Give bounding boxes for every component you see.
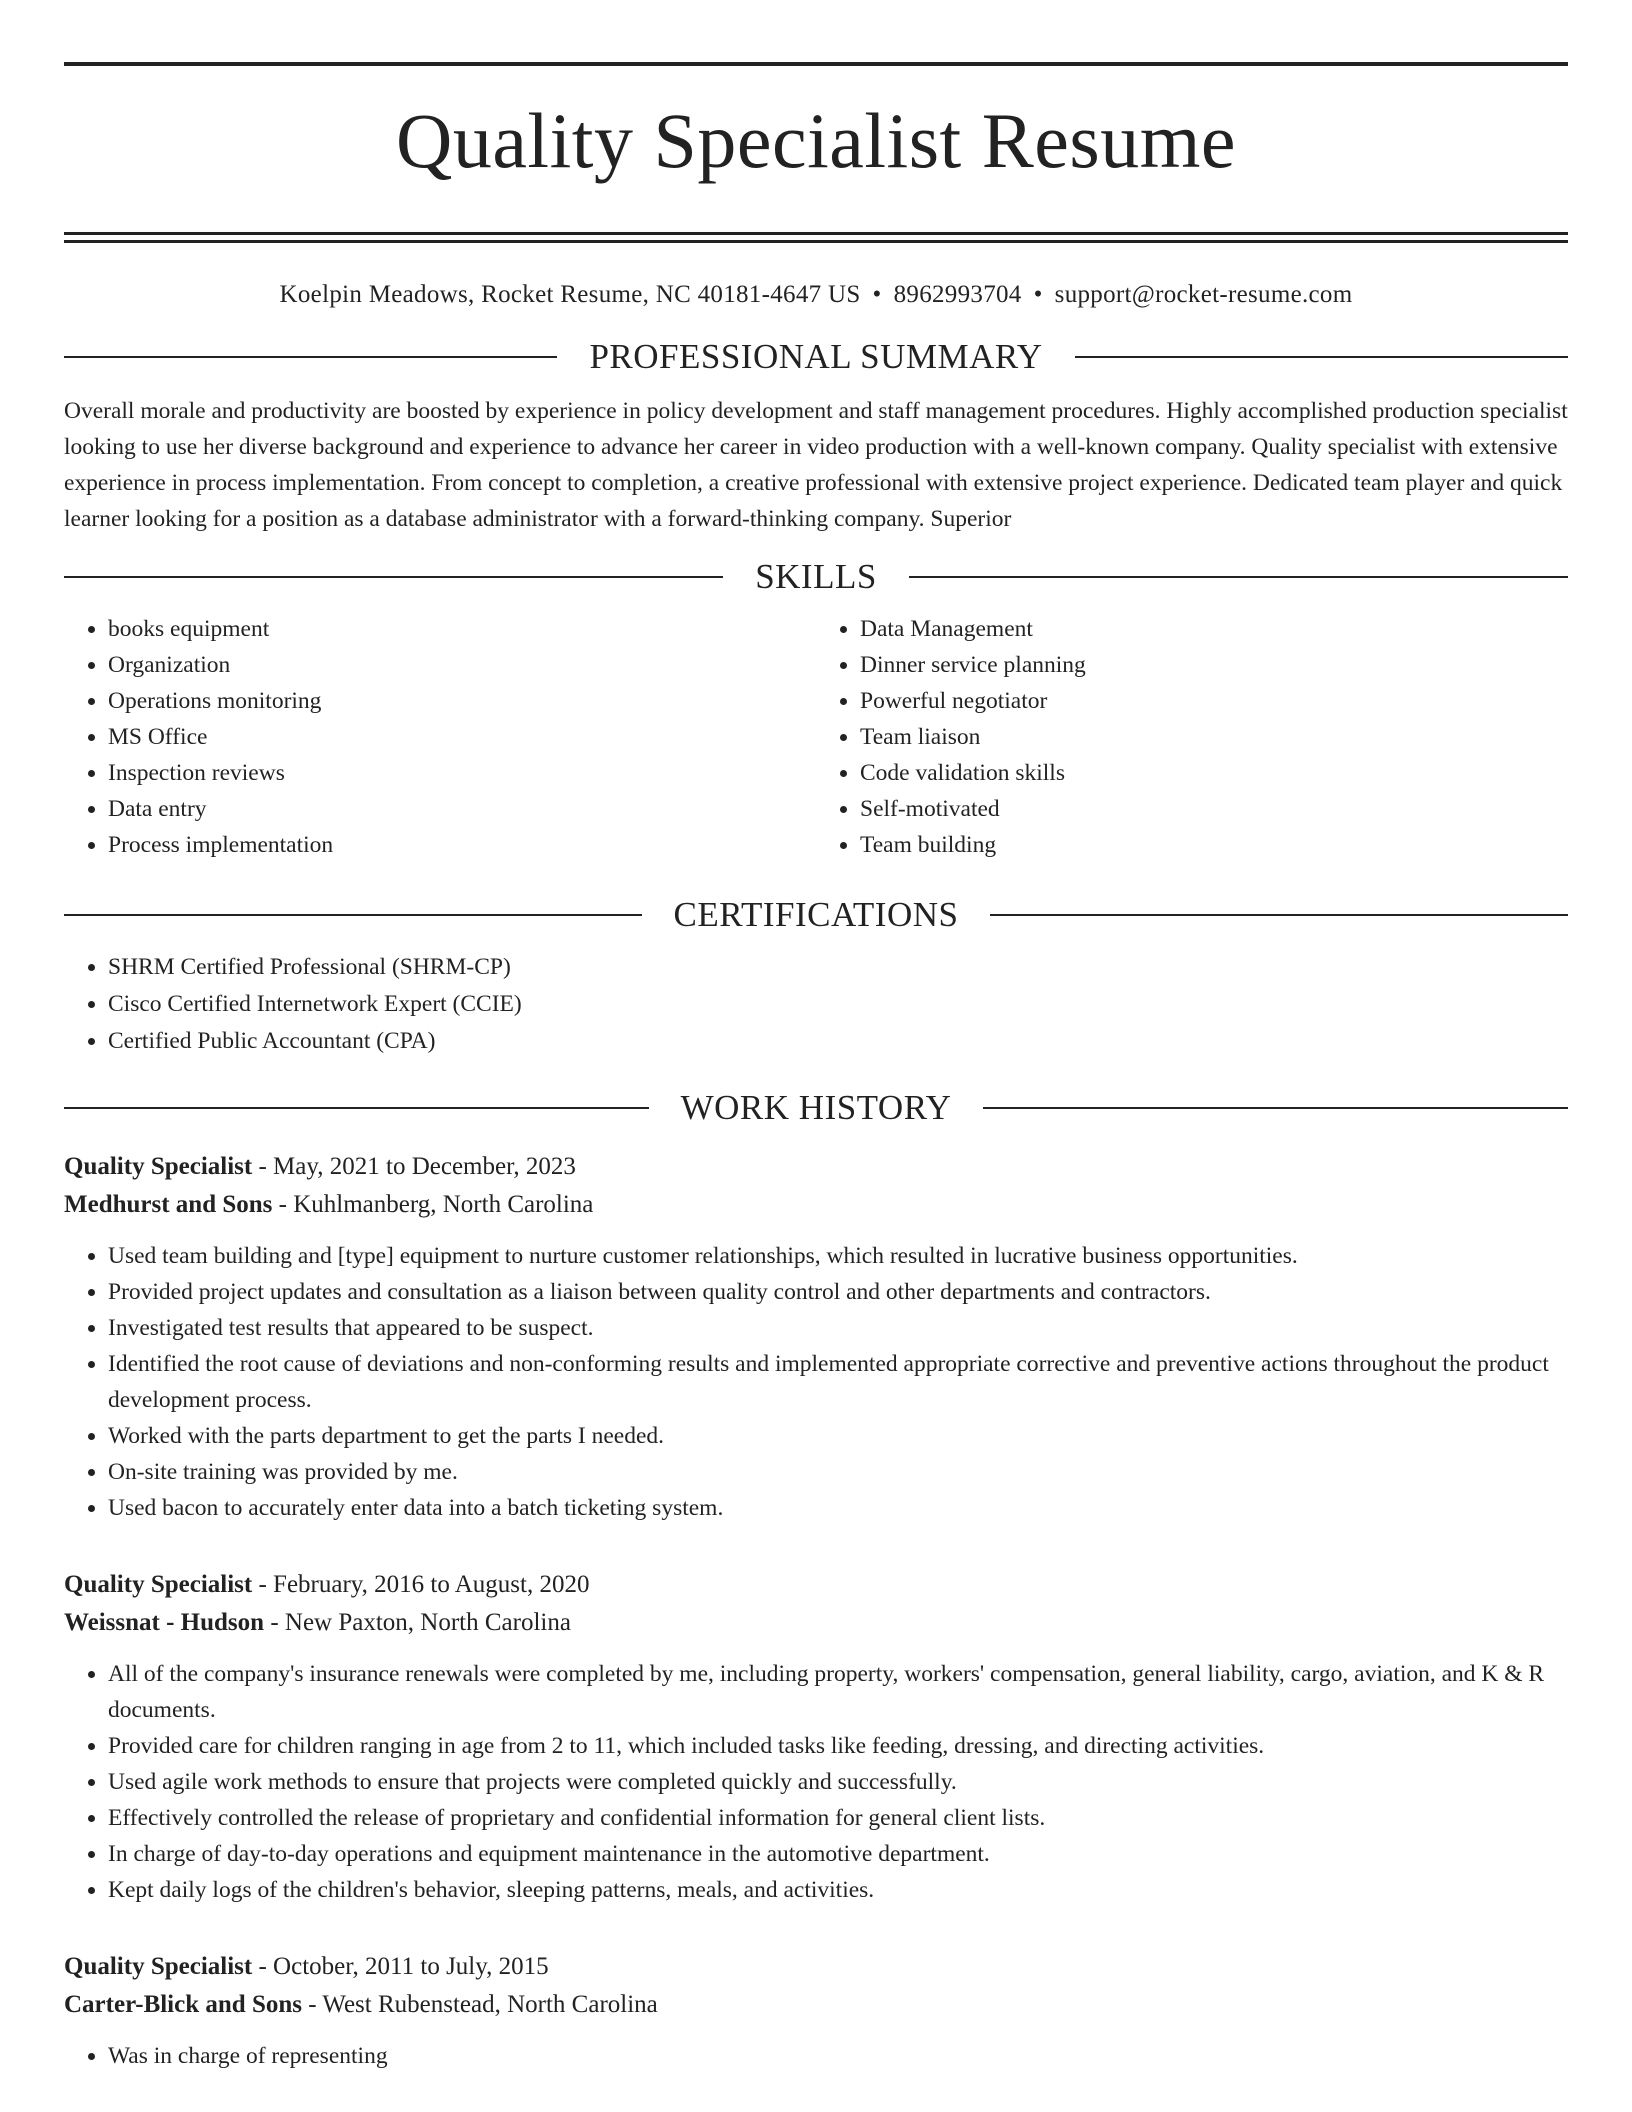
- job-bullet: • Effectively controlled the release of proprietary and confidential information for general client lists.: [108, 1800, 1568, 1836]
- skill-item: • Dinner service planning: [860, 647, 1568, 683]
- contact-separator: •: [872, 281, 882, 309]
- job-dates: - February, 2016 to August, 2020: [252, 1571, 590, 1599]
- job-bullet: • Used team building and [type] equipment to nurture customer relationships, which resulted in lucrative business opportunities.: [108, 1238, 1568, 1274]
- heading-rule: [909, 576, 1568, 578]
- job-bullet: • Provided care for children ranging in age from 2 to 11, which included tasks like feeding, dressing, and directing activities.: [108, 1728, 1568, 1764]
- summary-heading: [64, 337, 1568, 377]
- job-bullets: [64, 1656, 1568, 1908]
- contact-address: Koelpin Meadows, Rocket Resume, NC 40181-4647 US: [279, 281, 861, 309]
- job-location: - Kuhlmanberg, North Carolina: [272, 1191, 594, 1219]
- skills-column-right: [816, 611, 1568, 863]
- skill-item: • Operations monitoring: [108, 683, 816, 719]
- job-company-line: [64, 1604, 1568, 1642]
- job-bullet: • Used agile work methods to ensure that projects were completed quickly and successfully.: [108, 1764, 1568, 1800]
- skill-item: • Data entry: [108, 791, 816, 827]
- job-company: Carter-Blick and Sons: [64, 1991, 302, 2019]
- skill-item: • books equipment: [108, 611, 816, 647]
- job-bullet: • All of the company's insurance renewals were completed by me, including property, workers' compensation, general liability, cargo, aviation, and K & R documents.: [108, 1656, 1568, 1728]
- skills-heading: [64, 557, 1568, 597]
- job-location: - New Paxton, North Carolina: [264, 1609, 571, 1637]
- job-entry: [64, 1148, 1568, 1526]
- resume-title: Quality Specialist Resume: [395, 97, 1237, 184]
- resume-page: [64, 62, 1568, 2074]
- skill-item: • Team building: [860, 827, 1568, 863]
- certification-item: • Cisco Certified Internetwork Expert (CCIE): [108, 986, 1568, 1023]
- contact-email: support@rocket-resume.com: [1054, 281, 1353, 309]
- job-dates: - October, 2011 to July, 2015: [252, 1953, 549, 1981]
- heading-rule: [990, 914, 1568, 916]
- heading-rule: [983, 1107, 1568, 1109]
- contact-phone: 8962993704: [893, 281, 1022, 309]
- job-bullet: • Kept daily logs of the children's behavior, sleeping patterns, meals, and activities.: [108, 1872, 1568, 1908]
- certifications-heading: [64, 895, 1568, 935]
- job-company: Medhurst and Sons: [64, 1191, 273, 1219]
- certification-item: • Certified Public Accountant (CPA): [108, 1023, 1568, 1060]
- skill-item: • Code validation skills: [860, 755, 1568, 791]
- job-role-line: [64, 1566, 1568, 1604]
- heading-rule: [1075, 356, 1568, 358]
- job-company: Weissnat - Hudson: [64, 1609, 265, 1637]
- contact-separator: •: [1033, 281, 1043, 309]
- summary-heading-label: PROFESSIONAL SUMMARY: [589, 337, 1043, 377]
- title-rule-lower: [64, 240, 1568, 243]
- skill-item: • Powerful negotiator: [860, 683, 1568, 719]
- job-entry: [64, 1566, 1568, 1908]
- skill-item: • Process implementation: [108, 827, 816, 863]
- job-bullet: • Was in charge of representing: [108, 2038, 1568, 2074]
- job-location: - West Rubenstead, North Carolina: [301, 1991, 658, 2019]
- job-bullet: • In charge of day-to-day operations and equipment maintenance in the automotive department.: [108, 1836, 1568, 1872]
- job-role-line: [64, 1148, 1568, 1186]
- work-history-heading-label: WORK HISTORY: [680, 1088, 952, 1128]
- job-entry: [64, 1948, 1568, 2074]
- skills-list: [64, 611, 1568, 863]
- job-dates: - May, 2021 to December, 2023: [252, 1153, 576, 1181]
- heading-rule: [64, 914, 642, 916]
- job-bullet: • Identified the root cause of deviations and non-conforming results and implemented appropriate corrective and preventive actions throughout the product development process.: [108, 1346, 1568, 1418]
- certification-item: • SHRM Certified Professional (SHRM-CP): [108, 949, 1568, 986]
- certifications-heading-label: CERTIFICATIONS: [673, 895, 959, 935]
- skills-column-left: [64, 611, 816, 863]
- job-bullets: [64, 2038, 1568, 2074]
- heading-rule: [64, 576, 723, 578]
- skill-item: • Self-motivated: [860, 791, 1568, 827]
- job-company-line: [64, 1986, 1568, 2024]
- job-bullet: • Used bacon to accurately enter data into a batch ticketing system.: [108, 1490, 1568, 1526]
- job-company-line: [64, 1186, 1568, 1224]
- skill-item: • Team liaison: [860, 719, 1568, 755]
- skill-item: • Organization: [108, 647, 816, 683]
- title-rule-upper: [64, 232, 1568, 235]
- job-role: Quality Specialist: [64, 1153, 253, 1181]
- certifications-list: [64, 949, 1568, 1060]
- skill-item: • Inspection reviews: [108, 755, 816, 791]
- top-rule: [64, 62, 1568, 66]
- skills-heading-label: SKILLS: [755, 557, 877, 597]
- summary-text: Overall morale and productivity are boosted by experience in policy development and staff management procedures. Highly accomplished production specialist looking to use her diverse background and experience to advance her career in video production with a well-known company. Quality specialist with extensive experience in process implementation. From concept to completion, a creative professional with extensive project experience. Dedicated team player and quick learner looking for a position as a database administrator with a forward-thinking company. Superior: [64, 398, 1568, 533]
- skill-item: • MS Office: [108, 719, 816, 755]
- job-bullet: • Provided project updates and consultation as a liaison between quality control and other departments and contractors.: [108, 1274, 1568, 1310]
- work-history-heading: [64, 1088, 1568, 1128]
- job-role-line: [64, 1948, 1568, 1986]
- contact-line: [64, 281, 1568, 309]
- job-bullets: [64, 1238, 1568, 1526]
- job-bullet: • Investigated test results that appeared to be suspect.: [108, 1310, 1568, 1346]
- job-role: Quality Specialist: [64, 1953, 253, 1981]
- job-bullet: • Worked with the parts department to get the parts I needed.: [108, 1418, 1568, 1454]
- job-bullet: • On-site training was provided by me.: [108, 1454, 1568, 1490]
- heading-rule: [64, 1107, 649, 1109]
- heading-rule: [64, 356, 557, 358]
- job-role: Quality Specialist: [64, 1571, 253, 1599]
- skill-item: • Data Management: [860, 611, 1568, 647]
